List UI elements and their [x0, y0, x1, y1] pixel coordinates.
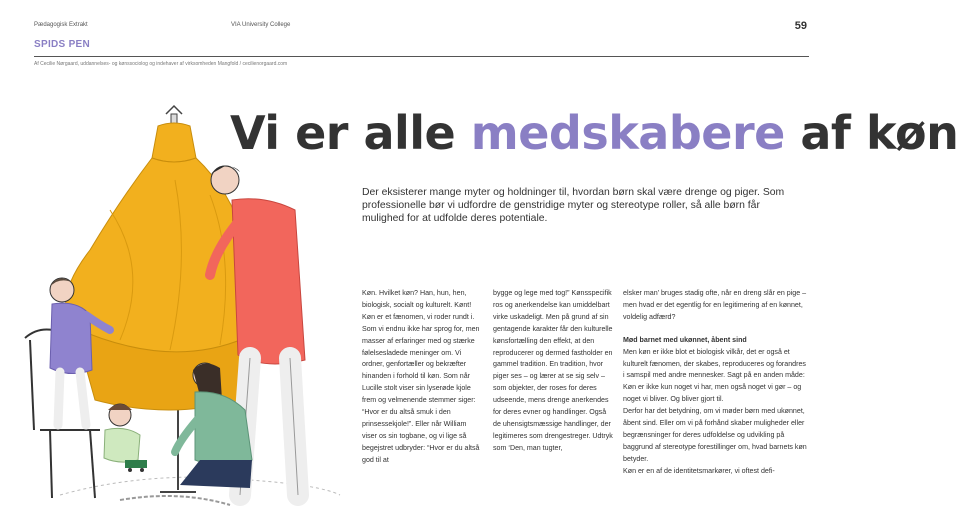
page-number: 59 — [794, 20, 807, 32]
lead-paragraph: Der eksisterer mange myter og holdninger til, hvordan børn skal være drenge og piger. Som professionelle bør vi udfordre de genstridige myter og stereotype roller, så alle børn får mulighed for at udfolde deres potentiale. — [362, 187, 785, 224]
paragraph: Køn er et fænomen, vi roder rundt i. Som vi endnu ikke har sprog for, men masser af erfaringer med og stærke følelsesladede meninger om. Vi ordner, genfortæller og bekræfter hinanden i forhold til køn. Som når Lucille stolt viser sin lyserøde kjole frem og velmenende stemmer siger: “Hvor er du altså smuk i den prinsessekjole!”. Eller når William viser os sin togbane, og vi lige så begejstret udbryder: “Hvor er du altså god til at — [362, 312, 480, 464]
text-column-2 — [493, 288, 613, 455]
dress-making-illustration — [0, 100, 355, 525]
paragraph: Derfor har det betydning, om vi møder børn med ukønnet, åbent sind. Eller om vi på forhånd skaber muligheder eller begrænsninger for deres udfoldelse og udvikling på baggrund af stereotype forestillinger om, hvad barnets køn betyder. — [623, 407, 807, 463]
paragraph: Køn. Hvilket køn? Han, hun, hen, biologisk, socialt og kulturelt. Kønt! — [362, 289, 472, 309]
title-part-2: af køn — [784, 106, 958, 160]
text-column-3 — [623, 288, 809, 478]
title-accent: medskabere — [470, 106, 785, 160]
publisher-name: VIA University College — [231, 22, 291, 28]
paragraph: elsker man’ bruges stadig ofte, når en dreng slår en pige – men hvad er det egentlig for en legitimering af en kønnet, voldelig adfærd? — [623, 289, 807, 321]
paragraph: Køn er en af de identitetsmarkører, vi oftest defi- — [623, 466, 775, 475]
section-label: SPIDS PEN — [34, 39, 91, 50]
publication-name: Pædagogisk Extrakt — [34, 22, 88, 28]
header-rule — [34, 56, 809, 57]
paragraph: bygge og lege med tog!” Kønsspecifik ros og anerkendelse kan umiddelbart virke uskadeligt. Men på grund af sin gentagende karakter får den kulturelle kønsfortælling den effekt, at den reproducerer og dermed fastholder en gammel tradition. En tradition, hvor piger ses – og lærer at se sig selv – som objekter, der roses for deres udseende, mens drenge anerkendes for deres evner og handlinger. Også de uhensigtsmæssige handlinger, der legitimeres som drengestreger. Udtryk som ‘Den, man tugter, — [493, 289, 613, 452]
byline: Af Cecilie Nørgaard, uddannelses- og kønssociolog og indehaver af virksomheden Mangfold / cecilienorgaard.com — [34, 61, 288, 67]
title-part-1: Vi er alle — [230, 106, 471, 160]
subheading: Mød barnet med ukønnet, åbent sind — [623, 335, 747, 344]
paragraph: Men køn er ikke blot et biologisk vilkår, det er også et kulturelt fænomen, der skabes, reproduceres og forandres i samspil med andre mennesker. Sagt på en anden måde: Køn er ikke kun noget vi har, men også noget vi gør – og noget vi bliver. Og bliver gjort til. — [623, 347, 806, 404]
text-column-1 — [362, 288, 482, 467]
